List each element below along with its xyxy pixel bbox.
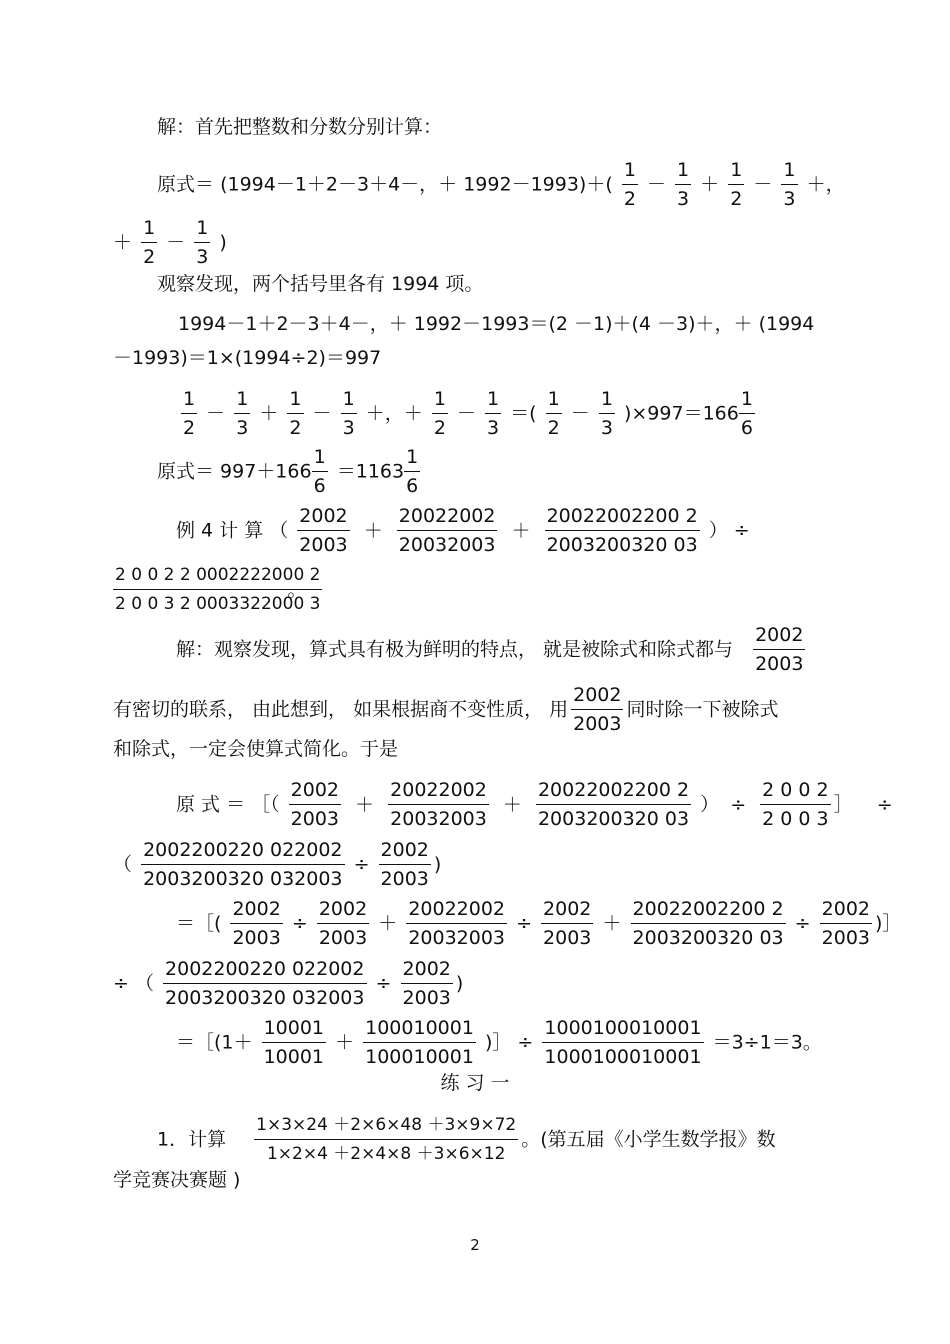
fraction: $\frac{1}{3}$ [600,388,613,439]
fraction: $\frac{1}{6}$ [740,388,753,439]
operator: )］ [875,912,902,935]
fraction: $\frac{1}{3}$ [342,388,355,439]
exercise-1 [157,1115,776,1165]
integer-calc-b: －1993)＝1×(1994÷2)＝997 [113,347,382,369]
label: 原式＝ [157,173,215,196]
fraction: $\frac{2002}{2003}$ [573,684,622,735]
exercise-1-tail: 学竞赛决赛题 ) [113,1169,241,1191]
fraction: $\frac{1}{3}$ [196,217,209,268]
operator: － [753,173,773,196]
fraction: $\frac{1}{2}$ [623,159,636,210]
operator: ＋ [335,1031,355,1054]
operator: ÷ [730,793,747,816]
operator: （ [113,853,133,876]
operator: ÷ [516,912,532,935]
fraction: $\frac{100010001}{100010001}$ [365,1017,474,1068]
expansion-line-1 [176,780,898,830]
operator: )］ ÷ [484,1031,534,1054]
fraction: $\frac{1}{2}$ [289,388,302,439]
solution-intro: 解：首先把整数和分数分别计算： [157,116,443,138]
solution-2-a [176,625,808,675]
operator: ÷ [291,912,308,935]
fraction: $\frac{1000100010001}{1000100010001}$ [544,1017,702,1068]
operator: ＋， [806,173,845,196]
expansion-line-2 [113,840,441,890]
operator: ) [455,972,464,995]
expansion-line-3 [176,899,901,949]
operator: 。 [287,578,307,601]
label: 原式＝ 997＋166 [157,460,312,483]
fraction: $\frac{10001}{10001}$ [263,1017,325,1068]
fraction: $\frac{2002}{2003}$ [318,898,368,949]
operator: － [456,402,476,425]
operator: ） [700,793,720,816]
text: 解：观察发现，算式具有极为鲜明的特点， 就是被除式和除式都与 [176,638,734,661]
final-result [176,1018,822,1068]
fraction: $\frac{2002}{2003}$ [755,624,804,675]
observation: 观察发现，两个括号里各有 1994 项。 [157,273,484,295]
operator: ＋ [502,793,522,816]
integer-part: (1994－1＋2－3＋4－，＋ 1992－1993)＋( [220,173,613,196]
example-4-divisor [113,565,321,615]
original-expression-line [157,160,845,210]
fraction: $\frac{2002}{2003}$ [232,898,281,949]
label: 例 4 计 算 （ [176,519,289,542]
operator: ） ÷ [708,519,750,542]
integer-calc-a: 1994－1＋2－3＋4－，＋ 1992－1993＝(2 －1)＋(4 －3)＋，＋ (1994 [178,313,815,335]
example-4 [176,506,750,556]
fraction: $\frac{2002}{2003}$ [290,779,340,830]
fraction: $\frac{1}{3}$ [783,159,796,210]
expression-continuation [113,218,227,268]
fraction: $\frac{1}{6}$ [406,446,419,497]
operator: ＋ [511,519,531,542]
operator: ÷ [876,793,893,816]
fraction: $\frac{20022002200 2}{2003200320 03}$ [537,779,690,830]
operator: ÷ [113,972,129,995]
operator: ＋ [602,912,622,935]
fraction: $\frac{1\times 3\times 24 +2\times 6\times 48 +3\times 9\times 72}{1\times 2\times 4 +2\times 4\times 8 +3\times 6\times 12}$ [256,1115,517,1164]
label: 1．计算 [157,1128,227,1151]
operator: ＝［( [176,912,222,935]
operator: ＝( [510,402,537,425]
operator: ) [433,853,442,876]
original-result [157,447,423,497]
fraction: $\frac{1}{3}$ [677,159,690,210]
fraction: $\frac{20022002}{20032003}$ [408,898,506,949]
fraction: $\frac{2 0 0 2}{2 0 0 3}$ [762,779,829,830]
fraction: $\frac{20022002200 2}{2003200320 03}$ [546,505,698,556]
fraction: $\frac{1}{3}$ [236,388,249,439]
fraction: $\frac{2002}{2003}$ [380,839,429,890]
fraction: $\frac{2002}{2003}$ [821,898,870,949]
operator: － [646,173,666,196]
operator: ＋ [113,231,133,254]
operator: － [166,231,186,254]
label: 原 式 ＝ ［（ [176,793,280,816]
text: 同时除一下被除式 [626,698,779,721]
fraction: $\frac{20022002}{20032003}$ [390,779,487,830]
fraction: $\frac{2002}{2003}$ [402,958,451,1009]
text: 有密切的联系， 由此想到， 如果根据商不变性质， 用 [113,698,569,721]
solution-2-c: 和除式，一定会使算式简化。于是 [113,738,399,760]
fraction: $\frac{1}{2}$ [183,388,196,439]
fraction: $\frac{1}{6}$ [313,446,326,497]
exercise-title: 练 习 一 [440,1072,510,1094]
fraction: $\frac{2002}{2003}$ [543,898,592,949]
solution-2-b [113,685,779,735]
expansion-line-4 [113,959,463,1009]
operator: ＋ [259,402,279,425]
page-number: 2 [470,1236,480,1254]
fraction-calc [178,389,758,439]
fraction: $\frac{20022002}{20032003}$ [398,505,496,556]
operator: ÷ [794,912,811,935]
operator: ＝［(1＋ [176,1031,253,1054]
fraction: $\frac{20022002200 2}{2003200320 03}$ [632,898,784,949]
operator: － [312,402,332,425]
operator: ＋ [355,793,375,816]
operator: ＋，＋ [365,402,423,425]
operator: ) [219,231,227,254]
operator: ＝1163 [336,460,405,483]
fraction: $\frac{2002200220 022002}{2003200320 032003}$ [143,839,343,890]
fraction: $\frac{2002200220 022002}{2003200320 032003}$ [165,958,365,1009]
fraction: $\frac{1}{2}$ [547,388,560,439]
operator: )×997＝166 [623,402,739,425]
operator: － [570,402,590,425]
operator: ］ [833,793,853,816]
operator: ＋ [378,912,398,935]
fraction: $\frac{1}{2}$ [730,159,743,210]
operator: － [206,402,226,425]
fraction: $\frac{1}{2}$ [433,388,446,439]
operator: ＋ [363,519,383,542]
operator: ＋ [700,173,720,196]
text: 。(第五届《小学生数学报》数 [521,1128,776,1151]
fraction: $\frac{1}{3}$ [487,388,500,439]
operator: ÷ [353,853,370,876]
fraction: $\frac{2 0 0 2 2 0002222000 2}{2 0 0 3 2 0003322000 3}$ [115,565,321,614]
fraction: $\frac{1}{2}$ [143,217,156,268]
operator: （ [134,972,154,995]
operator: ÷ [375,972,392,995]
operator: ＝3÷1＝3。 [712,1031,822,1054]
fraction: $\frac{2002}{2003}$ [299,505,348,556]
